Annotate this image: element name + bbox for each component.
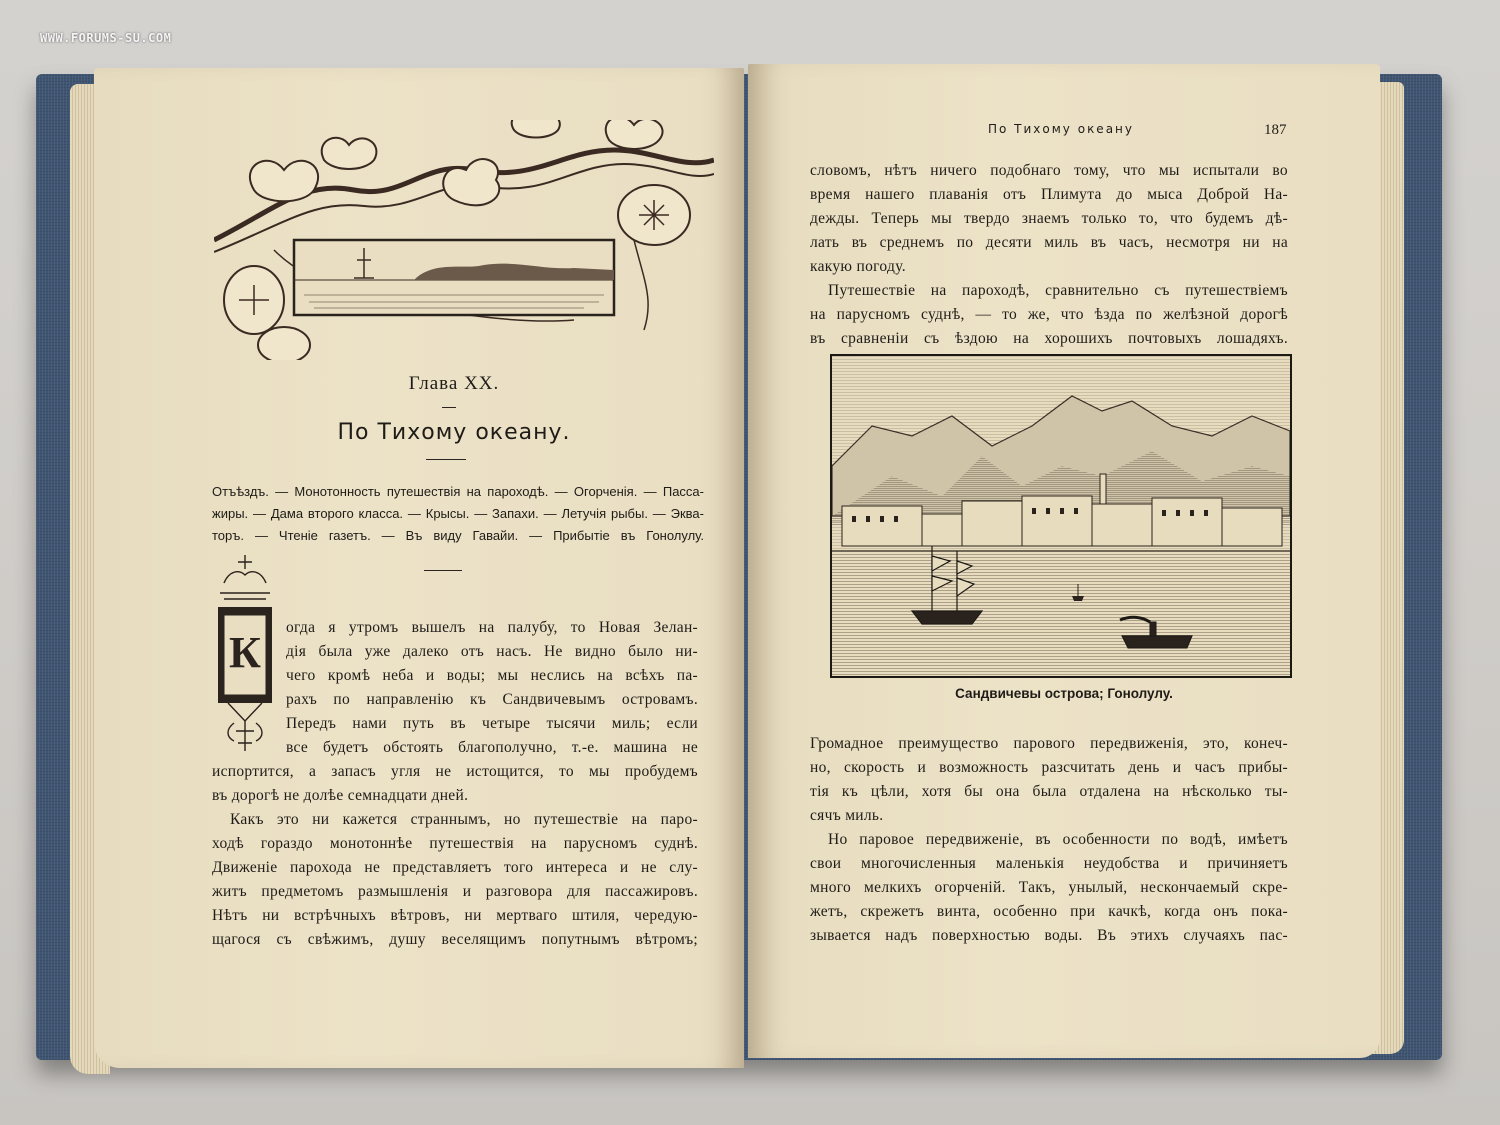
body-line: словомъ, нѣтъ ничего подобнаго тому, что мы испытали во xyxy=(810,162,1288,179)
body-line: но, скорость и возможность разсчитать день и часъ прибы- xyxy=(810,759,1288,776)
body-line: въ дорогѣ не долѣе семнадцати дней. xyxy=(212,787,469,804)
body-line: зывается надъ поверхностью воды. Въ этихъ случаяхъ пас- xyxy=(810,927,1288,944)
body-line: тія къ цѣли, хотя бы она была отдалена на нѣсколько ты- xyxy=(810,783,1288,800)
body-line: Нѣтъ ни встрѣчныхъ вѣтровъ, ни мертваго штиля, чередую- xyxy=(212,907,698,924)
figure-caption: Сандвичевы острова; Гонолулу. xyxy=(955,686,1173,701)
watermark-text: WWW.FORUMS-SU.COM xyxy=(40,31,172,45)
body-line: Движеніе парохода не представляетъ того интереса и не слу- xyxy=(212,859,698,876)
chapter-number: Глава XX. xyxy=(408,373,500,394)
body-line: дежды. Теперь мы твердо знаемъ только то, что будемъ дѣ- xyxy=(810,210,1288,227)
body-line: Громадное преимущество парового передвиженія, это, конеч- xyxy=(810,735,1288,752)
floral-vignette-illustration xyxy=(214,120,714,360)
body-line: много мелкихъ огорченій. Такъ, унылый, нескончаемый скре- xyxy=(810,879,1288,896)
body-line: огда я утромъ вышелъ на палубу, то Новая Зелан- xyxy=(286,619,698,636)
chapter-title: По Тихому океану. xyxy=(337,420,571,445)
body-line: свои многочисленныя маленькія неудобства и причиняетъ xyxy=(810,855,1288,872)
drop-cap-frame-icon xyxy=(214,553,276,753)
body-line: время нашего плаванія отъ Плимута до мыса Доброй На- xyxy=(810,186,1288,203)
body-line: испортится, а запасъ угля не истощится, то мы пробудемъ xyxy=(212,763,698,780)
body-line: на парусномъ суднѣ, — то же, что ѣзда по желѣзной дорогѣ xyxy=(810,306,1288,323)
body-line: рахъ по направленію къ Сандвичевымъ островамъ. xyxy=(286,691,698,708)
body-line: въ сравненіи съ ѣздою на хорошихъ почтовыхъ лошадяхъ. xyxy=(810,330,1288,347)
body-line: Но паровое передвиженіе, въ особенности по водѣ, имѣетъ xyxy=(828,831,1288,848)
ornament-rule xyxy=(442,407,456,408)
page-number: 187 xyxy=(1264,122,1287,138)
body-line: Путешествіе на пароходѣ, сравнительно съ путешествіемъ xyxy=(828,282,1288,299)
body-line: Передъ нами путь въ четыре тысячи миль; если xyxy=(286,715,698,732)
right-page xyxy=(748,64,1380,1058)
drop-cap-letter: К xyxy=(229,628,261,677)
body-line: жетъ, скрежетъ винта, особенно при качкѣ, когда онъ пока- xyxy=(810,903,1288,920)
body-line: ходѣ гораздо монотоннѣе путешествія на парусномъ суднѣ. xyxy=(212,835,698,852)
summary-line: Отъѣздъ. — Монотонность путешествія на пароходѣ. — Огорченія. — Пасса- xyxy=(212,484,704,499)
summary-line: торъ. — Чтеніе газетъ. — Въ виду Гавайи. — Прибытіе въ Гонолулу. xyxy=(212,528,704,543)
body-line: сячъ миль. xyxy=(810,807,884,824)
left-page xyxy=(94,68,744,1068)
body-line: житъ предметомъ размышленія и разговора для пассажировъ. xyxy=(212,883,698,900)
body-line: щагося съ свѣжимъ, душу веселящимъ попутнымъ вѣтромъ; xyxy=(212,931,698,948)
body-line: Какъ это ни кажется страннымъ, но путешествіе на паро- xyxy=(230,811,698,828)
harbor-engraving-image xyxy=(832,356,1290,676)
engraving-illustration xyxy=(830,354,1292,678)
drop-cap-ornament xyxy=(214,553,276,753)
body-line: лать въ среднемъ по десяти миль въ часъ, несмотря ни на xyxy=(810,234,1288,251)
body-line: какую погоду. xyxy=(810,258,906,275)
chapter-summary xyxy=(212,481,704,547)
summary-line: жиры. — Дама второго класса. — Крысы. — Запахи. — Летучія рыбы. — Эква- xyxy=(212,506,704,521)
body-line: дія была уже далеко отъ насъ. Не видно было ни- xyxy=(286,643,698,660)
running-head: По Тихому океану xyxy=(988,122,1134,136)
section-rule xyxy=(424,570,462,571)
body-line: чего кромѣ неба и воды; мы неслись на всѣхъ па- xyxy=(286,667,698,684)
body-line: все будетъ обстоять благополучно, т.-е. машина не xyxy=(286,739,698,756)
title-rule xyxy=(426,459,466,460)
